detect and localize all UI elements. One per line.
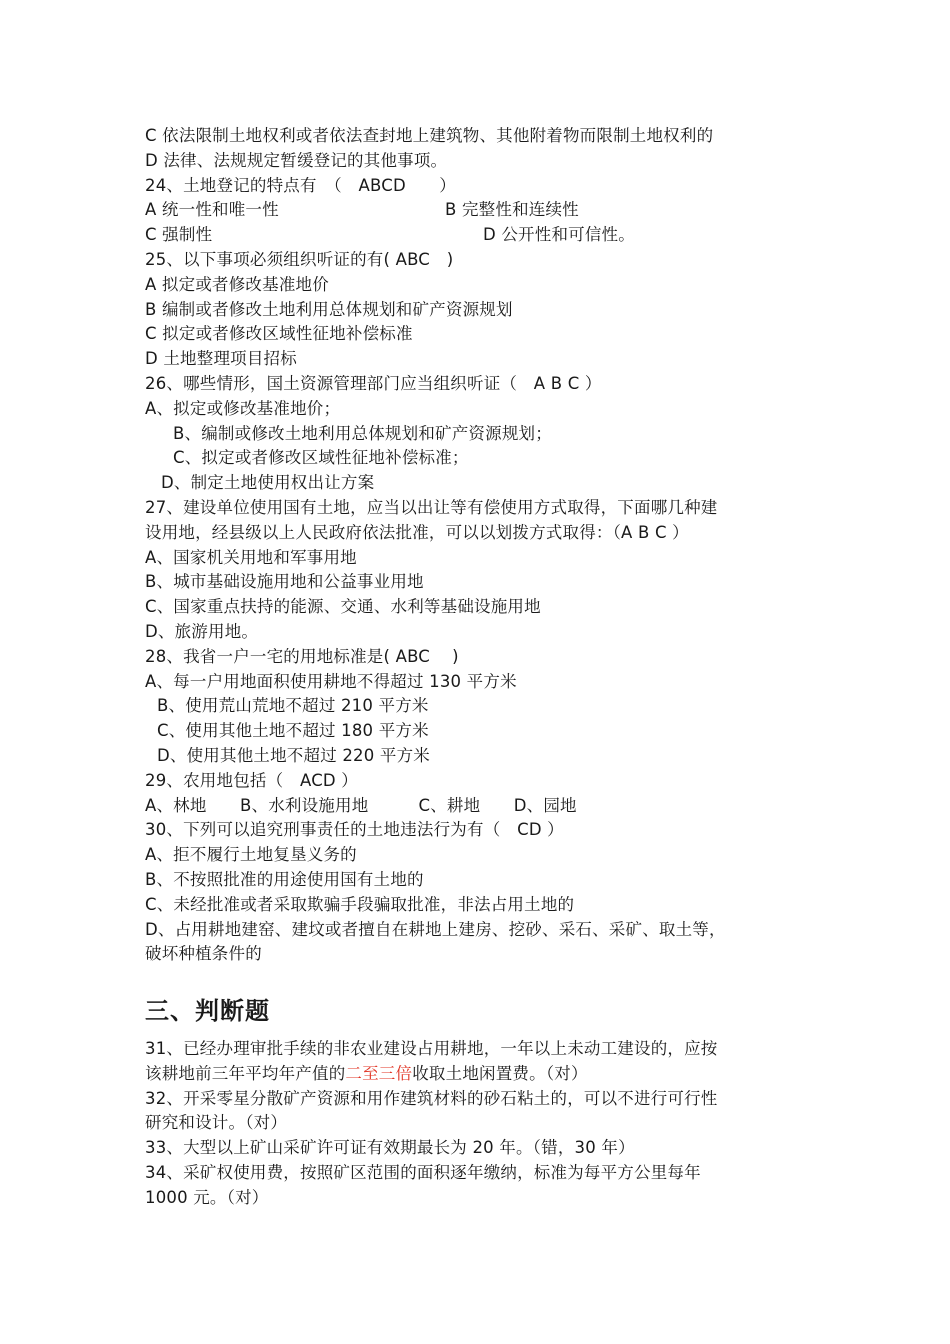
q27-option-d: D、旅游用地。 — [145, 621, 259, 641]
q34-line-2: 1000 元。（对） — [145, 1187, 269, 1207]
document-page — [145, 124, 825, 1211]
q27-option-c: C、国家重点扶持的能源、交通、水利等基础设施用地 — [145, 597, 541, 617]
section-spacer — [145, 967, 825, 993]
q28-option-a: A、每一户用地面积使用耕地不得超过 130 平方米 — [145, 671, 517, 691]
q24-option-b: B 完整性和连续性 — [445, 200, 579, 220]
q25-option-d: D 土地整理项目招标 — [145, 349, 297, 369]
q27-stem-line-2: 设用地，经县级以上人民政府依法批准，可以以划拨方式取得：（A B C ） — [145, 522, 689, 542]
q23-option-c: C 依法限制土地权利或者依法查封地上建筑物、其他附着物而限制土地权利的 — [145, 126, 714, 145]
q28-option-d: D、使用其他土地不超过 220 平方米 — [157, 745, 430, 765]
q25-option-c: C 拟定或者修改区域性征地补偿标准 — [145, 324, 413, 344]
q25-option-a: A 拟定或者修改基准地价 — [145, 274, 329, 294]
q24-option-c: C 强制性 — [145, 225, 213, 245]
q24-options-row-2 — [145, 223, 825, 248]
q23-option-d: D 法律、法规规定暂缓登记的其他事项。 — [145, 150, 448, 170]
q24-option-a: A 统一性和唯一性 — [145, 200, 279, 220]
q24-options-row-1 — [145, 198, 825, 223]
q26-option-a: A、拟定或修改基准地价； — [145, 398, 341, 418]
q32-line-2: 研究和设计。（对） — [145, 1113, 288, 1133]
q30-option-d: D、占用耕地建窑、建坟或者擅自在耕地上建房、挖砂、采石、采矿、取土等， — [145, 919, 726, 939]
q30-option-a: A、拒不履行土地复垦义务的 — [145, 845, 357, 865]
q24-stem: 24、土地登记的特点有 （ ABCD ） — [145, 175, 456, 195]
q24-option-d: D 公开性和可信性。 — [483, 225, 635, 245]
q30-option-d-cont: 破坏种植条件的 — [145, 944, 262, 964]
q29-stem: 29、农用地包括（ ACD ） — [145, 770, 358, 790]
q31-text-post: 收取土地闲置费。（对） — [412, 1063, 588, 1083]
section-heading-judgment: 三、判断题 — [145, 997, 270, 1026]
q26-option-c: C、拟定或者修改区域性征地补偿标准； — [173, 448, 469, 468]
q31-text-pre: 该耕地前三年平均年产值的 — [145, 1063, 346, 1083]
q27-option-b: B、城市基础设施用地和公益事业用地 — [145, 572, 424, 592]
q32-line-1: 32、开采零星分散矿产资源和用作建筑材料的砂石粘土的，可以不进行可行性 — [145, 1088, 718, 1108]
q25-stem: 25、以下事项必须组织听证的有( ABC ) — [145, 249, 454, 269]
q34-line-1: 34、采矿权使用费，按照矿区范围的面积逐年缴纳，标准为每平方公里每年 — [145, 1163, 701, 1183]
q30-option-b: B、不按照批准的用途使用国有土地的 — [145, 869, 424, 889]
q26-option-d: D、制定土地使用权出让方案 — [161, 473, 375, 493]
q28-stem: 28、我省一户一宅的用地标准是( ABC ) — [145, 646, 459, 666]
q29-options: A、林地 B、水利设施用地 C、耕地 D、园地 — [145, 795, 577, 815]
q30-option-c: C、未经批准或者采取欺骗手段骗取批准，非法占用土地的 — [145, 894, 575, 914]
q28-option-b: B、使用荒山荒地不超过 210 平方米 — [157, 696, 429, 716]
q27-stem-line-1: 27、建设单位使用国有土地，应当以出让等有偿使用方式取得，下面哪几种建 — [145, 497, 718, 517]
q30-stem: 30、下列可以追究刑事责任的土地违法行为有（ CD ） — [145, 820, 564, 840]
q31-highlight: 二至三倍 — [345, 1063, 413, 1083]
q31-line-1: 31、已经办理审批手续的非农业建设占用耕地，一年以上未动工建设的，应按 — [145, 1039, 718, 1059]
q27-option-a: A、国家机关用地和军事用地 — [145, 547, 357, 567]
q31-line-2 — [145, 1062, 825, 1087]
q26-stem: 26、哪些情形，国土资源管理部门应当组织听证（ A B C ） — [145, 373, 602, 393]
q28-option-c: C、使用其他土地不超过 180 平方米 — [157, 721, 429, 741]
q26-option-b: B、编制或修改土地利用总体规划和矿产资源规划； — [173, 423, 552, 443]
q25-option-b: B 编制或者修改土地利用总体规划和矿产资源规划 — [145, 299, 513, 319]
q33-line-1: 33、大型以上矿山采矿许可证有效期最长为 20 年。（错，30 年） — [145, 1138, 635, 1158]
